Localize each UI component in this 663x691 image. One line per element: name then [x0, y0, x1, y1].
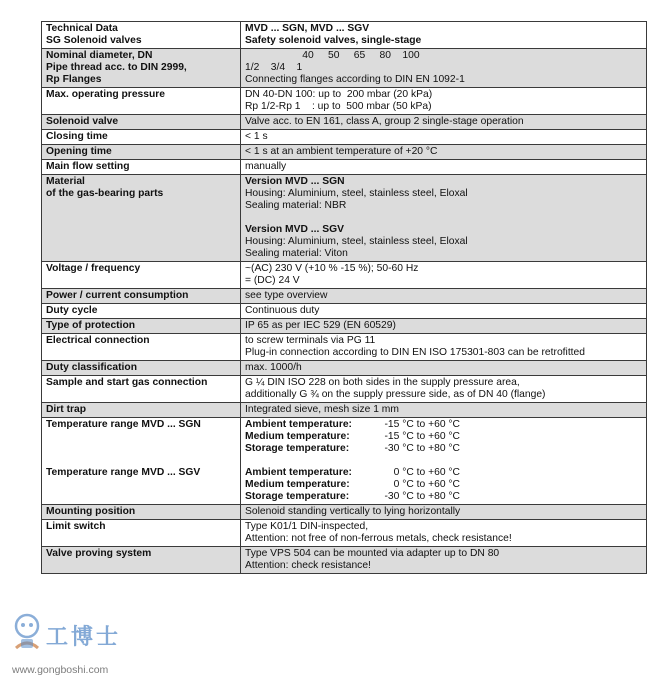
material-value	[241, 175, 647, 262]
header-key-line2: SG Solenoid valves	[46, 35, 142, 46]
row-material	[42, 175, 647, 262]
duty-class-value: max. 1000/h	[241, 361, 647, 376]
proving-line1: Type VPS 504 can be mounted via adapter up to DN 80	[245, 548, 500, 559]
sgv-storage-value: -30 °C to +80 °C	[384, 491, 460, 502]
sgv-ambient-label: Ambient temperature:	[245, 467, 352, 478]
temperature-key	[42, 418, 241, 505]
header-value-line1: MVD ... SGN, MVD ... SGV	[245, 23, 370, 34]
temperature-sgn-grid	[245, 419, 643, 455]
sgn-ambient-value: -15 °C to +60 °C	[384, 419, 460, 430]
dn-values: 40 50 65 80 100	[245, 50, 420, 61]
voltage-value	[241, 262, 647, 289]
nominal-key-line1: Nominal diameter, DN	[46, 50, 153, 61]
header-value-cell	[241, 22, 647, 49]
limit-line1: Type K01/1 DIN-inspected,	[245, 521, 369, 532]
voltage-key: Voltage / frequency	[42, 262, 241, 289]
technical-data-table	[41, 21, 647, 574]
row-sample-gas	[42, 376, 647, 403]
electrical-key: Electrical connection	[42, 334, 241, 361]
protection-value: IP 65 as per IEC 529 (EN 60529)	[241, 319, 647, 334]
proving-key: Valve proving system	[42, 547, 241, 574]
sgv-ambient-value: 0 °C to +60 °C	[393, 467, 460, 478]
sgv-medium-value: 0 °C to +60 °C	[393, 479, 460, 490]
sgn-medium-label: Medium temperature:	[245, 431, 350, 442]
pressure-key: Max. operating pressure	[42, 88, 241, 115]
row-temperature	[42, 418, 647, 505]
row-operating-pressure	[42, 88, 647, 115]
proving-line2: Attention: check resistance!	[245, 560, 371, 571]
row-duty-classification	[42, 361, 647, 376]
voltage-line2: = (DC) 24 V	[245, 275, 300, 286]
nominal-key-line2: Pipe thread acc. to DIN 2999,	[46, 62, 187, 73]
sgn-storage-value: -30 °C to +80 °C	[384, 443, 460, 454]
row-main-flow	[42, 160, 647, 175]
row-protection	[42, 319, 647, 334]
row-nominal-diameter	[42, 49, 647, 88]
electrical-line2: Plug-in connection according to DIN EN ISO 175301-803 can be retrofitted	[245, 347, 585, 358]
voltage-line1: ~(AC) 230 V (+10 % -15 %); 50-60 Hz	[245, 263, 419, 274]
electrical-value	[241, 334, 647, 361]
row-solenoid-valve	[42, 115, 647, 130]
flanges-text: Connecting flanges according to DIN EN 1092-1	[245, 74, 465, 85]
material-key-line2: of the gas-bearing parts	[46, 188, 164, 199]
rp-values: 1/2 3/4 1	[245, 62, 303, 73]
duty-cycle-value: Continuous duty	[241, 304, 647, 319]
temperature-key-sgn: Temperature range MVD ... SGN	[46, 419, 201, 430]
header-value-line2: Safety solenoid valves, single-stage	[245, 35, 422, 46]
row-limit-switch	[42, 520, 647, 547]
limit-key: Limit switch	[42, 520, 241, 547]
nominal-key	[42, 49, 241, 88]
closing-key: Closing time	[42, 130, 241, 145]
row-opening-time	[42, 145, 647, 160]
mounting-key: Mounting position	[42, 505, 241, 520]
opening-value: < 1 s at an ambient temperature of +20 °C	[241, 145, 647, 160]
pressure-line2: Rp 1/2-Rp 1 : up to 500 mbar (50 kPa)	[245, 101, 432, 112]
nominal-key-line3: Rp Flanges	[46, 74, 102, 85]
row-closing-time	[42, 130, 647, 145]
row-valve-proving	[42, 547, 647, 574]
sgn-ambient-label: Ambient temperature:	[245, 419, 352, 430]
solenoid-key: Solenoid valve	[42, 115, 241, 130]
duty-cycle-key: Duty cycle	[42, 304, 241, 319]
watermark-chinese: 工博士	[46, 624, 122, 650]
watermark-url: www.gongboshi.com	[12, 664, 109, 676]
solenoid-value: Valve acc. to EN 161, class A, group 2 single-stage operation	[241, 115, 647, 130]
row-dirt-trap	[42, 403, 647, 418]
temperature-value	[241, 418, 647, 505]
dirt-value: Integrated sieve, mesh size 1 mm	[241, 403, 647, 418]
dirt-key: Dirt trap	[42, 403, 241, 418]
power-value: see type overview	[241, 289, 647, 304]
limit-line2: Attention: not free of non-ferrous metals, check resistance!	[245, 533, 512, 544]
sample-value	[241, 376, 647, 403]
nominal-value	[241, 49, 647, 88]
electrical-line1: to screw terminals via PG 11	[245, 335, 376, 346]
mainflow-key: Main flow setting	[42, 160, 241, 175]
table-header-row	[42, 22, 647, 49]
duty-class-key: Duty classification	[42, 361, 241, 376]
header-key-line1: Technical Data	[46, 23, 118, 34]
row-electrical	[42, 334, 647, 361]
material-key-line1: Material	[46, 176, 85, 187]
robot-logo-icon	[10, 612, 44, 656]
mainflow-value: manually	[241, 160, 647, 175]
material-key	[42, 175, 241, 262]
temperature-sgv-grid	[245, 467, 643, 503]
proving-value	[241, 547, 647, 574]
sample-key: Sample and start gas connection	[42, 376, 241, 403]
material-sgn-housing: Housing: Aluminium, steel, stainless steel, Eloxal	[245, 188, 468, 199]
mounting-value: Solenoid standing vertically to lying horizontally	[241, 505, 647, 520]
row-power	[42, 289, 647, 304]
row-voltage	[42, 262, 647, 289]
sgn-storage-label: Storage temperature:	[245, 443, 350, 454]
pressure-line1: DN 40-DN 100: up to 200 mbar (20 kPa)	[245, 89, 433, 100]
header-key-cell	[42, 22, 241, 49]
sgn-medium-value: -15 °C to +60 °C	[384, 431, 460, 442]
power-key: Power / current consumption	[42, 289, 241, 304]
sample-line1: G ¼ DIN ISO 228 on both sides in the supply pressure area,	[245, 377, 520, 388]
sgv-storage-label: Storage temperature:	[245, 491, 350, 502]
material-sgn-title: Version MVD ... SGN	[245, 176, 345, 187]
closing-value: < 1 s	[241, 130, 647, 145]
material-sgn-sealing: Sealing material: NBR	[245, 200, 347, 211]
row-mounting	[42, 505, 647, 520]
opening-key: Opening time	[42, 145, 241, 160]
sample-line2: additionally G ¾ on the supply pressure side, as of DN 40 (flange)	[245, 389, 546, 400]
watermark	[4, 606, 174, 681]
material-sgv-housing: Housing: Aluminium, steel, stainless steel, Eloxal	[245, 236, 468, 247]
protection-key: Type of protection	[42, 319, 241, 334]
material-sgv-sealing: Sealing material: Viton	[245, 248, 348, 259]
row-duty-cycle	[42, 304, 647, 319]
sgv-medium-label: Medium temperature:	[245, 479, 350, 490]
pressure-value	[241, 88, 647, 115]
temperature-key-sgv: Temperature range MVD ... SGV	[46, 467, 201, 478]
material-sgv-title: Version MVD ... SGV	[245, 224, 344, 235]
limit-value	[241, 520, 647, 547]
